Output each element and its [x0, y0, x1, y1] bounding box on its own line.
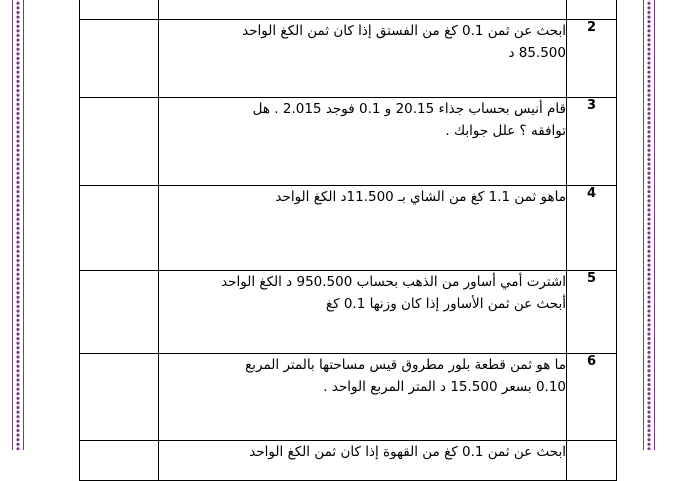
- question-cell: [159, 0, 567, 20]
- question-cell: [159, 20, 567, 98]
- question-text: ما هو ثمن قطعة بلور مطروق قيس مساحتها بالمتر المربع: [245, 357, 566, 373]
- question-cell: [159, 98, 567, 186]
- table-row: [80, 20, 617, 98]
- question-cell: [159, 354, 567, 441]
- table-row: [80, 98, 617, 186]
- answer-cell: [80, 0, 159, 20]
- question-cell: [159, 186, 567, 271]
- answer-cell: [80, 354, 159, 441]
- table-row: [80, 271, 617, 354]
- question-text: ماهو ثمن 1.1 كغ من الشاي بـ 11.500د الكغ الواحد: [275, 189, 566, 205]
- question-cell: [159, 271, 567, 354]
- table-row: [80, 0, 617, 20]
- decorative-border-left: [12, 0, 24, 450]
- question-text: ابحث عن ثمن 0.1 كغ من الفستق إذا كان ثمن الكغ الواحد: [242, 23, 566, 39]
- question-number: 4: [567, 186, 617, 271]
- table-row: [80, 186, 617, 271]
- question-text: توافقه ؟ علل جوابك .: [445, 123, 566, 139]
- question-text: قام أنيس بحساب جذاء 20.15 و 0.1 فوجد 2.015 . هل: [252, 101, 566, 117]
- question-number: 2: [567, 20, 617, 98]
- question-text: 85.500 د: [508, 45, 566, 61]
- question-text: اشترت أمي أساور من الذهب بحساب 950.500 د الكغ الواحد: [221, 274, 566, 290]
- question-number: 6: [567, 354, 617, 441]
- question-text: 0.10 بسعر 15.500 د المتر المربع الواحد .: [323, 379, 566, 395]
- question-number: [567, 441, 617, 481]
- answer-cell: [80, 98, 159, 186]
- question-number: [567, 0, 617, 20]
- question-text: ابحث عن ثمن 0.1 كغ من القهوة إذا كان ثمن الكغ الواحد: [249, 444, 566, 460]
- answer-cell: [80, 20, 159, 98]
- answer-cell: [80, 441, 159, 481]
- answer-cell: [80, 186, 159, 271]
- question-text: أبحث عن ثمن الأساور إذا كان وزنها 0.1 كغ: [325, 296, 566, 312]
- exercise-table: [79, 0, 617, 481]
- question-number: 3: [567, 98, 617, 186]
- question-cell: [159, 441, 567, 481]
- decorative-border-right: [643, 0, 655, 450]
- table-row: [80, 441, 617, 481]
- answer-cell: [80, 271, 159, 354]
- question-number: 5: [567, 271, 617, 354]
- table-row: [80, 354, 617, 441]
